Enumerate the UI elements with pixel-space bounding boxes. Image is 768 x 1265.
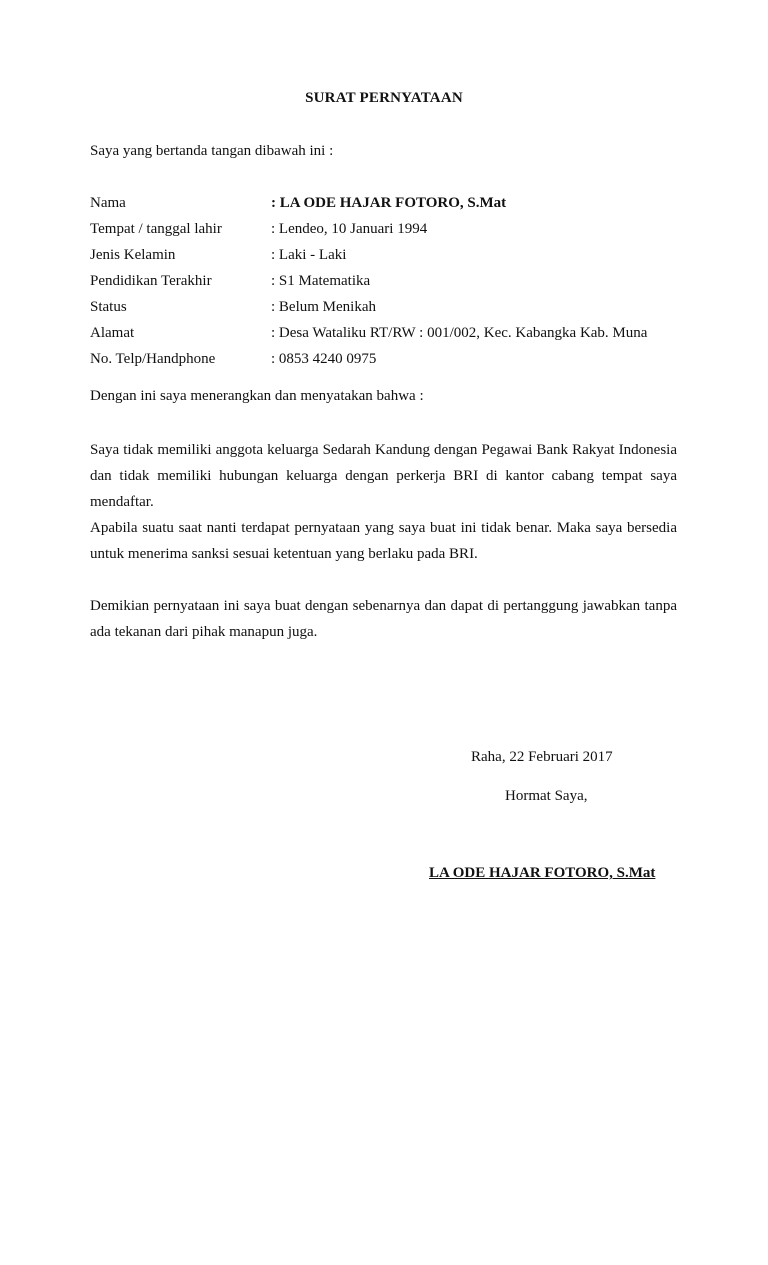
info-row-gender: [90, 244, 690, 270]
closing-regards: Hormat Saya,: [505, 788, 588, 804]
info-row-phone: [90, 348, 690, 374]
closing-paragraph: Demikian pernyataan ini saya buat dengan sebenarnya dan dapat di pertanggung jawabkan tanpa ada tekanan dari pihak manapun juga.: [90, 598, 677, 640]
info-row-education: [90, 270, 690, 296]
info-label: Alamat: [90, 325, 135, 341]
info-value: : Lendeo, 10 Januari 1994: [271, 221, 428, 237]
statement-lead: Dengan ini saya menerangkan dan menyatakan bahwa :: [90, 388, 424, 404]
intro-text: Saya yang bertanda tangan dibawah ini :: [90, 143, 334, 159]
info-label: Tempat / tanggal lahir: [90, 221, 222, 237]
info-label: No. Telp/Handphone: [90, 351, 216, 367]
signature-name: LA ODE HAJAR FOTORO, S.Mat: [429, 865, 656, 881]
info-value: : LA ODE HAJAR FOTORO, S.Mat: [271, 195, 507, 211]
info-row-address: [90, 322, 690, 348]
info-label: Jenis Kelamin: [90, 247, 176, 263]
place-date: Raha, 22 Februari 2017: [471, 749, 613, 765]
info-value: : Belum Menikah: [271, 299, 376, 315]
info-row-status: [90, 296, 690, 322]
info-row-name: [90, 192, 690, 218]
info-value: : S1 Matematika: [271, 273, 371, 289]
statement-paragraph: Saya tidak memiliki anggota keluarga Sedarah Kandung dengan Pegawai Bank Rakyat Indonesia dan tidak memiliki hubungan keluarga dengan perkerja BRI di kantor cabang tempat saya mendaftar.: [90, 442, 677, 510]
info-label: Status: [90, 299, 127, 315]
info-value: : Laki - Laki: [271, 247, 347, 263]
info-label: Pendidikan Terakhir: [90, 273, 212, 289]
info-label: Nama: [90, 195, 126, 211]
info-value: : 0853 4240 0975: [271, 351, 377, 367]
statement-paragraph: Apabila suatu saat nanti terdapat pernyataan yang saya buat ini tidak benar. Maka saya bersedia untuk menerima sanksi sesuai ketentuan yang berlaku pada BRI.: [90, 520, 677, 562]
info-row-birth: [90, 218, 690, 244]
document-title: SURAT PERNYATAAN: [305, 90, 463, 106]
info-value: : Desa Wataliku RT/RW : 001/002, Kec. Kabangka Kab. Muna: [271, 325, 648, 341]
personal-info-table: [90, 192, 690, 374]
